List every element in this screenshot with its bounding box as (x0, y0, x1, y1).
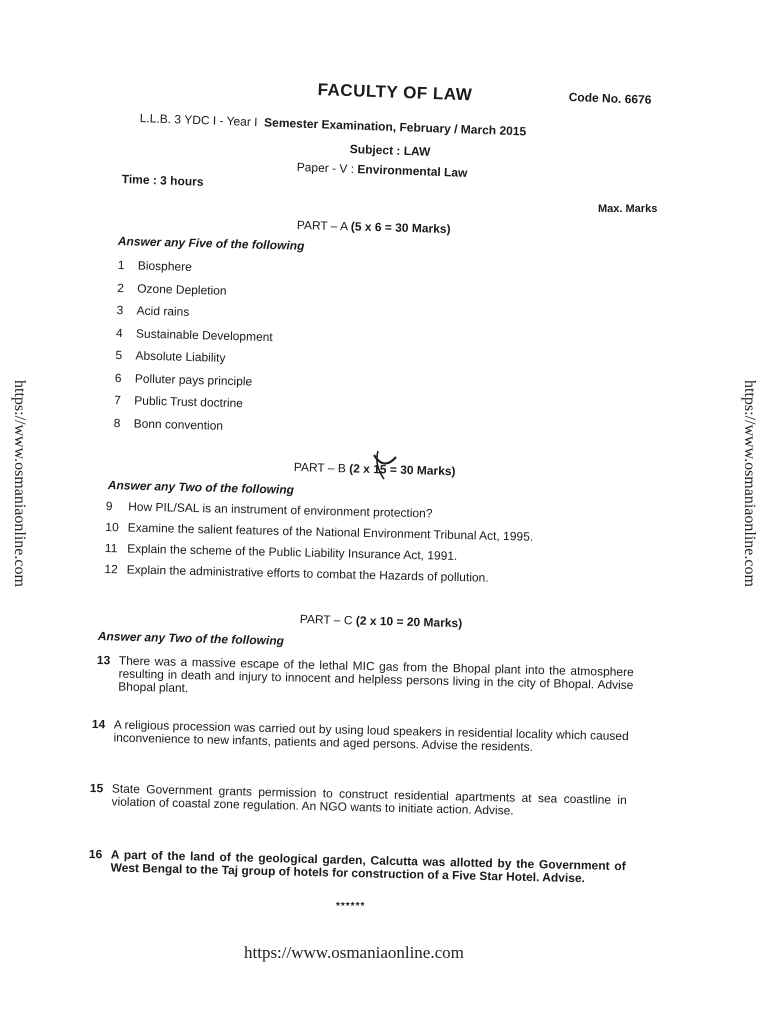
list-item: 5 Absolute Liability (115, 347, 226, 365)
list-item: 8 Bonn convention (113, 415, 224, 433)
watermark-right: https://www.osmaniaonline.com (741, 380, 758, 587)
part-b-title: PART – B (293, 460, 347, 476)
part-c-marks: (2 x 10 = 20 Marks) (355, 613, 463, 631)
faculty-title: FACULTY OF LAW (317, 80, 473, 105)
part-c-heading (300, 612, 463, 630)
code-number: Code No. 6676 (568, 90, 652, 107)
part-a-title: PART – A (296, 218, 348, 234)
end-of-paper-mark: ****** (336, 901, 366, 912)
list-item: 11 Explain the scheme of the Public Liability Insurance Act, 1991. (104, 540, 458, 563)
part-a-heading (297, 218, 451, 236)
list-item: 2 Ozone Depletion (117, 280, 227, 298)
list-item: 6 Polluter pays principle (114, 370, 253, 389)
part-a-marks: (5 x 6 = 30 Marks) (350, 219, 451, 237)
watermark-left: https://www.osmaniaonline.com (11, 380, 28, 587)
list-item: 10 Examine the salient features of the National Environment Tribunal Act, 1995. (105, 519, 534, 544)
list-item: 12 Explain the administrative efforts to combat the Hazards of pollution. (104, 561, 489, 585)
max-marks-label: Max. Marks (598, 203, 658, 215)
question-15: 15 State Government grants permission to construct residential apartments at sea coastline in violation of coastal zone regulation. An NGO wants to initiate action. Advise. (89, 781, 627, 818)
paper-line (297, 160, 468, 180)
list-item: 7 Public Trust doctrine (114, 392, 244, 411)
exam-label: Semester Examination, February / March 2015 (263, 115, 527, 139)
list-item: 1 Biosphere (117, 258, 193, 274)
part-a-instruction: Answer any Five of the following (117, 234, 305, 253)
paper-name: Environmental Law (357, 162, 468, 180)
subject-label: Subject : LAW (349, 142, 431, 159)
question-14: 14 A religious procession was carried out by using loud speakers in residential locality which caused inconvenience to new infants, patients and aged persons. Advise the residents. (91, 717, 629, 755)
list-item: 4 Sustainable Development (115, 325, 273, 344)
paper-label: Paper - V : (296, 160, 355, 176)
part-b-list (104, 499, 534, 593)
course-label: L.L.B. 3 YDC I - Year I (139, 111, 258, 130)
time-label: Time : 3 hours (121, 172, 204, 189)
part-c-title: PART – C (299, 612, 353, 628)
exam-line (140, 111, 527, 138)
watermark-bottom: https://www.osmaniaonline.com (244, 943, 464, 962)
list-item: 9 How PIL/SAL is an instrument of environment protection? (105, 499, 433, 521)
question-13: 13 There was a massive escape of the lethal MIC gas from the Bhopal plant into the atmosphere resulting in death and injury to innocent and helpless persons living in the city of Bhopal. Advise Bhopal plant. (96, 653, 634, 696)
part-a-list (113, 258, 274, 442)
part-b-instruction: Answer any Two of the following (107, 478, 295, 497)
part-c-instruction: Answer any Two of the following (97, 629, 285, 648)
list-item: 3 Acid rains (116, 302, 190, 319)
part-b-marks: (2 x 15 = 30 Marks) (348, 461, 456, 479)
question-16: 16 A part of the land of the geological garden, Calcutta was allotted by the Government of West Bengal to the Taj group of hotels for construction of a Five Star Hotel. Advise. (88, 847, 626, 886)
check-mark-icon (370, 445, 440, 485)
